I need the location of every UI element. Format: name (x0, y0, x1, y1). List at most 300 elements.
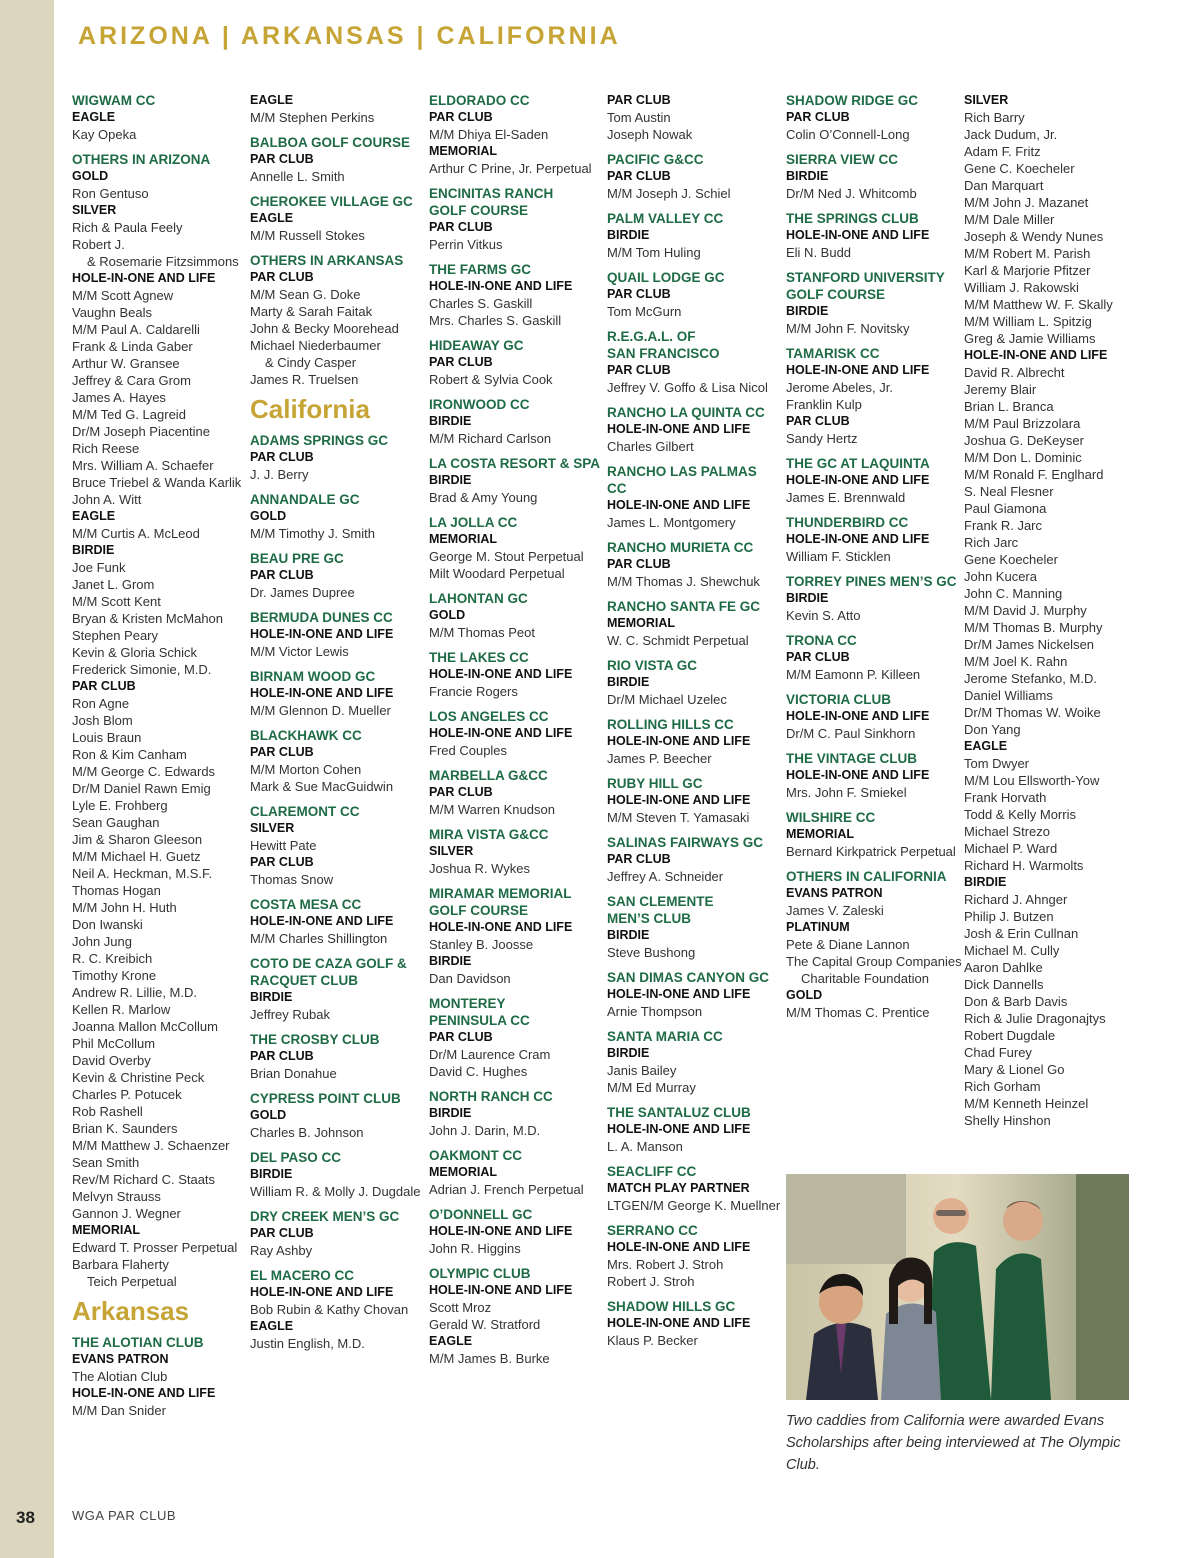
membership-tier: PAR CLUB (607, 557, 671, 571)
membership-tier: MATCH PLAY PARTNER (607, 1181, 750, 1195)
member-name: M/M Morton Cohen (250, 762, 362, 777)
member-name: Dr/M Laurence Cram (429, 1047, 551, 1062)
membership-tier: MEMORIAL (429, 1165, 498, 1179)
member-name: M/M Russell Stokes (250, 228, 365, 243)
club-name: HIDEAWAY GC (429, 338, 524, 353)
club-name: RANCHO MURIETA CC (607, 540, 754, 555)
member-name: M/M Charles Shillington (250, 931, 388, 946)
member-name: James E. Brennwald (786, 490, 906, 505)
member-name: Janet L. Grom (72, 577, 155, 592)
club-name: SALINAS FAIRWAYS GC (607, 835, 764, 850)
member-name: Andrew R. Lillie, M.D. (72, 985, 197, 1000)
member-name: M/M Ted G. Lagreid (72, 407, 186, 422)
member-name: Jeffrey Rubak (250, 1007, 330, 1022)
club-name: BLACKHAWK CC (250, 728, 362, 743)
member-name: Neil A. Heckman, M.S.F. (72, 866, 213, 881)
club-name: THE FARMS GC (429, 262, 532, 277)
member-name: Charles S. Gaskill (429, 296, 533, 311)
member-name: Edward T. Prosser Perpetual (72, 1240, 238, 1255)
member-name: Don Yang (964, 722, 1021, 737)
member-name: Sean Gaughan (72, 815, 160, 830)
membership-tier: EAGLE (964, 739, 1008, 753)
photo-illustration (786, 1174, 1129, 1400)
page-header: ARIZONA | ARKANSAS | CALIFORNIA (78, 22, 621, 50)
membership-tier: HOLE-IN-ONE AND LIFE (429, 726, 573, 740)
member-name: M/M Joseph J. Schiel (607, 186, 731, 201)
membership-tier: HOLE-IN-ONE AND LIFE (786, 228, 930, 242)
membership-tier: HOLE-IN-ONE AND LIFE (429, 1283, 573, 1297)
member-name: Kevin & Christine Peck (72, 1070, 205, 1085)
member-name: M/M Dale Miller (964, 212, 1055, 227)
member-name: Rich & Paula Feely (72, 220, 183, 235)
club-name: SHADOW HILLS GC (607, 1299, 736, 1314)
member-name: Vaughn Beals (72, 305, 152, 320)
member-name: John A. Witt (72, 492, 142, 507)
column-3 (429, 92, 601, 1367)
club-name-continued: MEN’S CLUB (607, 911, 691, 926)
member-name: Rich Barry (964, 110, 1025, 125)
membership-tier: HOLE-IN-ONE AND LIFE (429, 1224, 573, 1238)
membership-tier: PAR CLUB (250, 270, 314, 284)
member-name: Joanna Mallon McCollum (72, 1019, 218, 1034)
club-name: CYPRESS POINT CLUB (250, 1091, 401, 1106)
membership-tier: HOLE-IN-ONE AND LIFE (607, 1122, 751, 1136)
member-name: M/M Stephen Perkins (250, 110, 375, 125)
member-name: Thomas Snow (250, 872, 334, 887)
membership-tier: PAR CLUB (250, 1226, 314, 1240)
club-name: OLYMPIC CLUB (429, 1266, 531, 1281)
club-name: ADAMS SPRINGS GC (250, 433, 389, 448)
girl (881, 1257, 941, 1400)
member-name: Tom Dwyer (964, 756, 1030, 771)
membership-tier: PAR CLUB (607, 93, 671, 107)
club-name: QUAIL LODGE GC (607, 270, 725, 285)
membership-tier: SILVER (429, 844, 474, 858)
member-name: Brian Donahue (250, 1066, 337, 1081)
club-name: MIRAMAR MEMORIAL (429, 886, 572, 901)
member-name: Charles P. Potucek (72, 1087, 182, 1102)
club-name: LA JOLLA CC (429, 515, 518, 530)
member-name: Dr. James Dupree (250, 585, 355, 600)
member-name: Joshua R. Wykes (429, 861, 531, 876)
member-name: Rich & Julie Dragonajtys (964, 1011, 1106, 1026)
member-name: Jack Dudum, Jr. (964, 127, 1058, 142)
member-name: M/M Timothy J. Smith (250, 526, 375, 541)
member-name: M/M Lou Ellsworth-Yow (964, 773, 1100, 788)
club-name: THE LAKES CC (429, 650, 529, 665)
page-sidebar (0, 0, 54, 1558)
member-name: Ron & Kim Canham (72, 747, 187, 762)
member-name: Shelly Hinshon (964, 1113, 1051, 1128)
column-5 (786, 92, 962, 1021)
member-name: Ron Agne (72, 696, 130, 711)
member-name: M/M George C. Edwards (72, 764, 216, 779)
member-name: Adrian J. French Perpetual (429, 1182, 584, 1197)
club-name: ROLLING HILLS CC (607, 717, 734, 732)
club-name-continued: GOLF COURSE (786, 287, 886, 302)
member-name: Kevin S. Atto (786, 608, 861, 623)
member-name: M/M John F. Novitsky (786, 321, 910, 336)
member-name: Dan Marquart (964, 178, 1044, 193)
member-name: Tom Austin (607, 110, 671, 125)
club-name: THE CROSBY CLUB (250, 1032, 380, 1047)
club-name: TORREY PINES MEN’S GC (786, 574, 957, 589)
member-name: Tom McGurn (607, 304, 682, 319)
membership-tier: BIRDIE (607, 228, 650, 242)
club-name: RANCHO LAS PALMAS CC (607, 464, 757, 496)
member-name: Rich Reese (72, 441, 140, 456)
membership-tier: BIRDIE (429, 954, 472, 968)
member-name: Richard J. Ahnger (964, 892, 1068, 907)
member-name: Dr/M Ned J. Whitcomb (786, 186, 917, 201)
member-name: Justin English, M.D. (250, 1336, 365, 1351)
member-name: M/M Matthew W. F. Skally (964, 297, 1113, 312)
member-name: Charles B. Johnson (250, 1125, 364, 1140)
member-name: Jerome Stefanko, M.D. (964, 671, 1097, 686)
member-name: L. A. Manson (607, 1139, 683, 1154)
membership-tier: HOLE-IN-ONE AND LIFE (72, 1386, 216, 1400)
member-name: Dick Dannells (964, 977, 1044, 992)
member-name: Bob Rubin & Kathy Chovan (250, 1302, 409, 1317)
membership-tier: BIRDIE (786, 591, 829, 605)
club-name: SANTA MARIA CC (607, 1029, 723, 1044)
member-name: Don & Barb Davis (964, 994, 1068, 1009)
member-name: Stanley B. Joosse (429, 937, 534, 952)
member-name: Chad Furey (964, 1045, 1032, 1060)
member-name: Barbara Flaherty (72, 1257, 169, 1272)
member-name: Todd & Kelly Morris (964, 807, 1076, 822)
member-name: Robert J. (72, 237, 125, 252)
club-name: THUNDERBIRD CC (786, 515, 909, 530)
membership-tier: HOLE-IN-ONE AND LIFE (607, 1316, 751, 1330)
member-name: Frank & Linda Gaber (72, 339, 193, 354)
club-name: SIERRA VIEW CC (786, 152, 899, 167)
member-name: Timothy Krone (72, 968, 157, 983)
member-name: M/M Dan Snider (72, 1403, 166, 1418)
member-name-continued: & Rosemarie Fitzsimmons (87, 254, 239, 269)
membership-tier: PAR CLUB (786, 414, 850, 428)
club-name-continued: PENINSULA CC (429, 1013, 530, 1028)
membership-tier: HOLE-IN-ONE AND LIFE (964, 348, 1108, 362)
member-name: Robert J. Stroh (607, 1274, 695, 1289)
member-name: J. J. Berry (250, 467, 309, 482)
member-name: M/M Scott Agnew (72, 288, 174, 303)
membership-tier: EVANS PATRON (786, 886, 883, 900)
member-name: S. Neal Flesner (964, 484, 1054, 499)
member-name: Joshua G. DeKeyser (964, 433, 1084, 448)
member-name: Robert & Sylvia Cook (429, 372, 553, 387)
footer-label: WGA PAR CLUB (72, 1508, 177, 1523)
member-name: Michael P. Ward (964, 841, 1058, 856)
member-name: Adam F. Fritz (964, 144, 1041, 159)
member-name: Annelle L. Smith (250, 169, 345, 184)
member-name-continued: Teich Perpetual (87, 1274, 177, 1289)
membership-tier: HOLE-IN-ONE AND LIFE (786, 768, 930, 782)
membership-tier: PAR CLUB (607, 287, 671, 301)
club-name: R.E.G.A.L. OF (607, 329, 696, 344)
member-name: M/M Ronald F. Englhard (964, 467, 1104, 482)
membership-tier: PAR CLUB (429, 785, 493, 799)
member-name: Rich Jarc (964, 535, 1019, 550)
club-name: COTO DE CAZA GOLF & (250, 956, 407, 971)
member-name: Arthur C Prine, Jr. Perpetual (429, 161, 592, 176)
member-name-continued: Charitable Foundation (801, 971, 929, 986)
member-name-continued: & Cindy Casper (265, 355, 357, 370)
membership-tier: HOLE-IN-ONE AND LIFE (250, 686, 394, 700)
club-name: OAKMONT CC (429, 1148, 522, 1163)
member-name: Dr/M C. Paul Sinkhorn (786, 726, 916, 741)
club-name: BEAU PRE GC (250, 551, 344, 566)
member-name: Janis Bailey (607, 1063, 677, 1078)
member-name: M/M Matthew J. Schaenzer (72, 1138, 230, 1153)
member-name: Joseph & Wendy Nunes (964, 229, 1104, 244)
member-name: Sean Smith (72, 1155, 140, 1170)
member-name: David R. Albrecht (964, 365, 1065, 380)
member-name: M/M John H. Huth (72, 900, 177, 915)
membership-tier: HOLE-IN-ONE AND LIFE (250, 914, 394, 928)
member-name: Josh Blom (72, 713, 133, 728)
club-name: RUBY HILL GC (607, 776, 703, 791)
member-name: Klaus P. Becker (607, 1333, 698, 1348)
member-name: Mary & Lionel Go (964, 1062, 1065, 1077)
membership-tier: GOLD (429, 608, 466, 622)
member-name: M/M Warren Knudson (429, 802, 555, 817)
member-name: Gene C. Koecheler (964, 161, 1075, 176)
member-name: William R. & Molly J. Dugdale (250, 1184, 421, 1199)
state-heading: Arkansas (72, 1296, 190, 1326)
member-name: M/M Scott Kent (72, 594, 161, 609)
club-name: THE SANTALUZ CLUB (607, 1105, 751, 1120)
club-name: TRONA CC (786, 633, 857, 648)
membership-tier: PAR CLUB (250, 1049, 314, 1063)
club-name: DRY CREEK MEN’S GC (250, 1209, 400, 1224)
member-name: LTGEN/M George K. Muellner (607, 1198, 781, 1213)
member-name: Brad & Amy Young (429, 490, 538, 505)
member-name: William F. Sticklen (786, 549, 891, 564)
membership-tier: GOLD (72, 169, 109, 183)
club-name: COSTA MESA CC (250, 897, 362, 912)
membership-tier: PAR CLUB (429, 1030, 493, 1044)
member-name: Michael Strezo (964, 824, 1050, 839)
member-name: James R. Truelsen (250, 372, 359, 387)
member-name: Steve Bushong (607, 945, 696, 960)
member-name: Dr/M Daniel Rawn Emig (72, 781, 211, 796)
member-name: M/M William L. Spitzig (964, 314, 1092, 329)
member-name: Bernard Kirkpatrick Perpetual (786, 844, 956, 859)
member-name: Brian L. Branca (964, 399, 1054, 414)
member-name: W. C. Schmidt Perpetual (607, 633, 749, 648)
membership-tier: BIRDIE (429, 1106, 472, 1120)
membership-tier: HOLE-IN-ONE AND LIFE (429, 920, 573, 934)
member-name: Hewitt Pate (250, 838, 317, 853)
membership-tier: BIRDIE (250, 990, 293, 1004)
club-name-continued: SAN FRANCISCO (607, 346, 720, 361)
caddies-photo (786, 1174, 1129, 1400)
photo-caption: Two caddies from California were awarded Evans Scholarships after being interviewed at The Olympic Club. (786, 1413, 1121, 1473)
member-name: Paul Giamona (964, 501, 1047, 516)
membership-tier: HOLE-IN-ONE AND LIFE (786, 709, 930, 723)
member-name: George M. Stout Perpetual (429, 549, 584, 564)
club-name: TAMARISK CC (786, 346, 880, 361)
club-name: ELDORADO CC (429, 93, 530, 108)
club-name: LA COSTA RESORT & SPA (429, 456, 601, 471)
membership-tier: HOLE-IN-ONE AND LIFE (250, 1285, 394, 1299)
club-name: WILSHIRE CC (786, 810, 876, 825)
membership-tier: SILVER (72, 203, 117, 217)
member-name: Rev/M Richard C. Staats (72, 1172, 216, 1187)
club-name-continued: GOLF COURSE (429, 903, 529, 918)
member-name: M/M Michael H. Guetz (72, 849, 201, 864)
membership-tier: HOLE-IN-ONE AND LIFE (429, 667, 573, 681)
member-name: Robert Dugdale (964, 1028, 1056, 1043)
member-name: M/M Robert M. Parish (964, 246, 1091, 261)
member-name: Franklin Kulp (786, 397, 862, 412)
member-name: David Overby (72, 1053, 151, 1068)
member-name: Milt Woodard Perpetual (429, 566, 565, 581)
member-name: M/M Don L. Dominic (964, 450, 1082, 465)
club-name: MARBELLA G&CC (429, 768, 548, 783)
club-name: THE GC AT LAQUINTA (786, 456, 930, 471)
club-name: OTHERS IN ARIZONA (72, 152, 211, 167)
membership-tier: EAGLE (429, 1334, 473, 1348)
member-name: The Capital Group Companies (786, 954, 962, 969)
member-name: Kevin & Gloria Schick (72, 645, 197, 660)
member-name: M/M Steven T. Yamasaki (607, 810, 750, 825)
club-name: BALBOA GOLF COURSE (250, 135, 410, 150)
club-name: WIGWAM CC (72, 93, 156, 108)
membership-tier: HOLE-IN-ONE AND LIFE (250, 627, 394, 641)
member-name: Mrs. Robert J. Stroh (607, 1257, 724, 1272)
club-name: NORTH RANCH CC (429, 1089, 553, 1104)
membership-tier: HOLE-IN-ONE AND LIFE (429, 279, 573, 293)
membership-tier: HOLE-IN-ONE AND LIFE (607, 793, 751, 807)
member-name: Phil McCollum (72, 1036, 156, 1051)
page-number: 38 (16, 1508, 35, 1527)
member-name: Aaron Dahlke (964, 960, 1043, 975)
member-name: The Alotian Club (72, 1369, 168, 1384)
membership-tier: PAR CLUB (250, 568, 314, 582)
member-name: Jeffrey V. Goffo & Lisa Nicol (607, 380, 768, 395)
member-name: Daniel Williams (964, 688, 1053, 703)
club-name: EL MACERO CC (250, 1268, 355, 1283)
member-name: M/M David J. Murphy (964, 603, 1087, 618)
member-name: Rob Rashell (72, 1104, 143, 1119)
membership-tier: BIRDIE (786, 304, 829, 318)
member-name: Colin O’Connell-Long (786, 127, 910, 142)
club-name: PALM VALLEY CC (607, 211, 724, 226)
member-name: M/M Glennon D. Mueller (250, 703, 391, 718)
member-name: Bruce Triebel & Wanda Karlik (72, 475, 242, 490)
membership-tier: PAR CLUB (607, 363, 671, 377)
member-name: M/M Thomas B. Murphy (964, 620, 1103, 635)
club-name: MIRA VISTA G&CC (429, 827, 549, 842)
member-name: Greg & Jamie Williams (964, 331, 1096, 346)
member-name: Don Iwanski (72, 917, 143, 932)
membership-tier: PAR CLUB (429, 220, 493, 234)
membership-tier: EAGLE (250, 93, 294, 107)
membership-tier: SILVER (964, 93, 1009, 107)
membership-tier: MEMORIAL (72, 1223, 141, 1237)
membership-tier: HOLE-IN-ONE AND LIFE (607, 422, 751, 436)
member-name: Joe Funk (72, 560, 126, 575)
member-name: John Jung (72, 934, 132, 949)
member-name: Frederick Simonie, M.D. (72, 662, 212, 677)
membership-tier: HOLE-IN-ONE AND LIFE (786, 473, 930, 487)
club-name: STANFORD UNIVERSITY (786, 270, 945, 285)
member-name: M/M Kenneth Heinzel (964, 1096, 1089, 1111)
member-name: M/M James B. Burke (429, 1351, 550, 1366)
member-name: M/M Joel K. Rahn (964, 654, 1068, 669)
club-name: SAN DIMAS CANYON GC (607, 970, 770, 985)
member-name: John J. Darin, M.D. (429, 1123, 541, 1138)
member-name: Mrs. Charles S. Gaskill (429, 313, 562, 328)
membership-tier: PLATINUM (786, 920, 850, 934)
member-name: John & Becky Moorehead (250, 321, 399, 336)
member-name: Arthur W. Gransee (72, 356, 180, 371)
club-name: PACIFIC G&CC (607, 152, 704, 167)
member-name: John R. Higgins (429, 1241, 521, 1256)
member-name: Kellen R. Marlow (72, 1002, 171, 1017)
member-name: John Kucera (964, 569, 1037, 584)
member-name: M/M Ed Murray (607, 1080, 696, 1095)
membership-tier: HOLE-IN-ONE AND LIFE (786, 532, 930, 546)
member-name: Ron Gentuso (72, 186, 149, 201)
member-name: Arnie Thompson (607, 1004, 703, 1019)
member-name: Jeffrey A. Schneider (607, 869, 724, 884)
membership-tier: BIRDIE (429, 473, 472, 487)
member-name: Jeremy Blair (964, 382, 1037, 397)
membership-tier: PAR CLUB (786, 110, 850, 124)
membership-tier: PAR CLUB (786, 650, 850, 664)
club-name: THE VINTAGE CLUB (786, 751, 917, 766)
member-name: M/M Thomas J. Shewchuk (607, 574, 760, 589)
club-name: OTHERS IN CALIFORNIA (786, 869, 947, 884)
membership-tier: GOLD (250, 509, 287, 523)
member-name: M/M Paul A. Caldarelli (72, 322, 200, 337)
membership-tier: MEMORIAL (786, 827, 855, 841)
membership-tier: PAR CLUB (72, 679, 136, 693)
member-name: Marty & Sarah Faitak (250, 304, 373, 319)
member-name: Jeffrey & Cara Grom (72, 373, 191, 388)
member-name: Mrs. William A. Schaefer (72, 458, 214, 473)
membership-tier: HOLE-IN-ONE AND LIFE (607, 987, 751, 1001)
membership-tier: MEMORIAL (607, 616, 676, 630)
member-name: Melvyn Strauss (72, 1189, 161, 1204)
club-name-continued: GOLF COURSE (429, 203, 529, 218)
member-name: James P. Beecher (607, 751, 712, 766)
member-name: M/M John J. Mazanet (964, 195, 1089, 210)
member-name: Rich Gorham (964, 1079, 1041, 1094)
club-name: THE ALOTIAN CLUB (72, 1335, 204, 1350)
membership-tier: PAR CLUB (250, 450, 314, 464)
member-name: Francie Rogers (429, 684, 518, 699)
member-name: William J. Rakowski (964, 280, 1079, 295)
member-name: Kay Opeka (72, 127, 137, 142)
member-name: Dr/M James Nickelsen (964, 637, 1095, 652)
club-name: CLAREMONT CC (250, 804, 360, 819)
club-name: RANCHO LA QUINTA CC (607, 405, 765, 420)
club-name: CHEROKEE VILLAGE GC (250, 194, 413, 209)
membership-tier: PAR CLUB (429, 110, 493, 124)
member-name: Perrin Vitkus (429, 237, 503, 252)
member-name: Scott Mroz (429, 1300, 492, 1315)
member-name: M/M Sean G. Doke (250, 287, 361, 302)
column-4 (607, 92, 779, 1349)
club-name-continued: RACQUET CLUB (250, 973, 358, 988)
member-name: Jim & Sharon Gleeson (72, 832, 203, 847)
membership-tier: BIRDIE (964, 875, 1007, 889)
member-name: Bryan & Kristen McMahon (72, 611, 224, 626)
